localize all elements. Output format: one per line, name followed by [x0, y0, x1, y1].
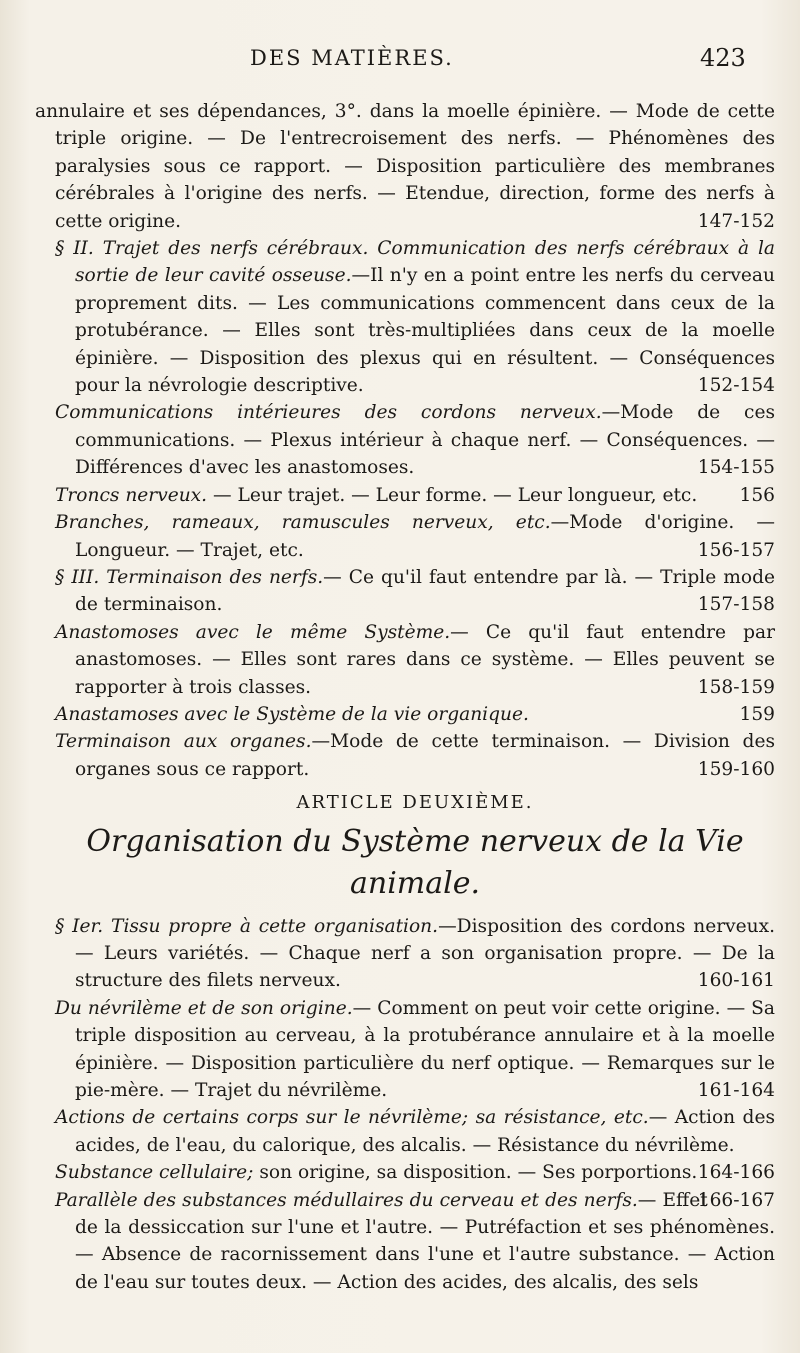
entry-heading: § II. Trajet des nerfs cérébraux. Communication des nerfs cérébraux à la sortie de leur cavité osseuse.	[55, 238, 775, 287]
entry-heading: § Ier. Tissu propre à cette organisation.	[55, 915, 439, 937]
page-ref: 158-159	[697, 676, 775, 698]
index-entry: Communications intérieures des cordons nerveux.—Mode de ces communications. — Plexus intérieur à chaque nerf. — Conséquences. — Différences d'avec les anastomoses. 154-155	[55, 399, 775, 481]
running-head: DES MATIÈRES.	[250, 46, 454, 70]
page-ref: 156	[739, 484, 775, 506]
entry-heading: Branches, rameaux, ramuscules nerveux, etc.	[55, 512, 551, 534]
page-ref: 166-167	[697, 1189, 775, 1211]
page-number: 423	[700, 44, 746, 72]
entry-heading: Communications intérieures des cordons nerveux.	[55, 402, 602, 424]
entry-heading: Du névrilème et de son origine.	[55, 997, 353, 1019]
page-ref: 160-161	[697, 970, 775, 992]
entry-heading: Anastomoses avec le même Système.	[55, 621, 451, 643]
index-entry: Du névrilème et de son origine.— Comment on peut voir cette origine. — Sa triple disposition au cerveau, à la protubérance annulaire et à la moelle épinière. — Disposition particulière du nerf optique. — Remarques sur le pie-mère. — Trajet du névrilème. 161-164	[55, 995, 775, 1105]
page-header	[0, 40, 800, 80]
index-entry: annulaire et ses dépendances, 3°. dans la moelle épinière. — Mode de cette triple origine. — De l'entrecroisement des nerfs. — Phénomènes des paralysies sous ce rapport. — Disposition particulière des membranes cérébrales à l'origine des nerfs. — Etendue, direction, forme des nerfs à cette origine. 147-152	[55, 98, 775, 235]
index-entry: Actions de certains corps sur le névrilème; sa résistance, etc.— Action des acides, de l'eau, du calorique, des alcalis. — Résistance du névrilème. 164-166	[55, 1104, 775, 1159]
page-ref: 147-152	[697, 210, 775, 232]
index-entry: Anastomoses avec le même Système.— Ce qu'il faut entendre par anastomoses. — Elles sont rares dans ce système. — Elles peuvent se rapporter à trois classes. 158-159	[55, 619, 775, 701]
page-ref: 157-158	[697, 594, 775, 616]
index-entry: Substance cellulaire; son origine, sa disposition. — Ses porportions. 166-167	[55, 1159, 775, 1186]
index-entry: § III. Terminaison des nerfs.— Ce qu'il faut entendre par là. — Triple mode de terminaison. 157-158	[55, 564, 775, 619]
entry-heading: Troncs nerveux.	[55, 484, 208, 506]
index-entry: Parallèle des substances médullaires du cerveau et des nerfs.— Effet de la dessiccation sur l'une et l'autre. — Putréfaction et ses phénomènes. — Absence de racornissement dans l'une et l'autre substance. — Action de l'eau sur toutes deux. — Action des acides, des alcalis, des sels	[55, 1189, 775, 1293]
page-ref: 164-166	[697, 1162, 775, 1184]
index-entry: Branches, rameaux, ramuscules nerveux, etc.—Mode d'origine. — Longueur. — Trajet, etc. 156-157	[55, 509, 775, 564]
index-entry: Terminaison aux organes.—Mode de cette terminaison. — Division des organes sous ce rapport. 159-160	[55, 728, 775, 783]
entry-heading: Terminaison aux organes.	[55, 731, 312, 753]
entry-heading: § III. Terminaison des nerfs.	[55, 566, 324, 588]
page-ref: 159	[739, 703, 775, 725]
entry-heading: Actions de certains corps sur le névrilème; sa résistance, etc.	[55, 1107, 649, 1129]
section-title: Organisation du Système nerveux de la Vie animale.	[86, 823, 744, 901]
entry-heading: Parallèle des substances médullaires du cerveau et des nerfs.	[55, 1189, 638, 1211]
index-entry: § II. Trajet des nerfs cérébraux. Communication des nerfs cérébraux à la sortie de leur cavité osseuse.—Il n'y en a point entre les nerfs du cerveau proprement dits. — Les communications commencent dans ceux de la protubérance. — Elles sont très-multipliées dans ceux de la moelle épinière. — Disposition des plexus qui en résultent. — Conséquences pour la névrologie descriptive. 152-154	[55, 235, 775, 399]
page-ref: 161-164	[697, 1080, 775, 1101]
page-ref: 159-160	[697, 758, 775, 780]
index-entry: § Ier. Tissu propre à cette organisation.—Disposition des cordons nerveux. — Leurs variétés. — Chaque nerf a son organisation propre. — De la structure des filets nerveux. 160-161	[55, 913, 775, 995]
article-heading: ARTICLE DEUXIÈME.	[296, 792, 534, 814]
index-entry: Troncs nerveux. — Leur trajet. — Leur forme. — Leur longueur, etc. 156	[55, 482, 775, 509]
index-text	[35, 98, 776, 1296]
page-ref: 152-154	[697, 375, 775, 397]
page-ref: 156-157	[697, 539, 775, 561]
index-entry	[55, 701, 775, 728]
page-ref: 154-155	[697, 457, 775, 479]
entry-heading: Anastamoses avec le Système de la vie organique.	[55, 703, 529, 725]
entry-heading: Substance cellulaire;	[55, 1162, 254, 1184]
